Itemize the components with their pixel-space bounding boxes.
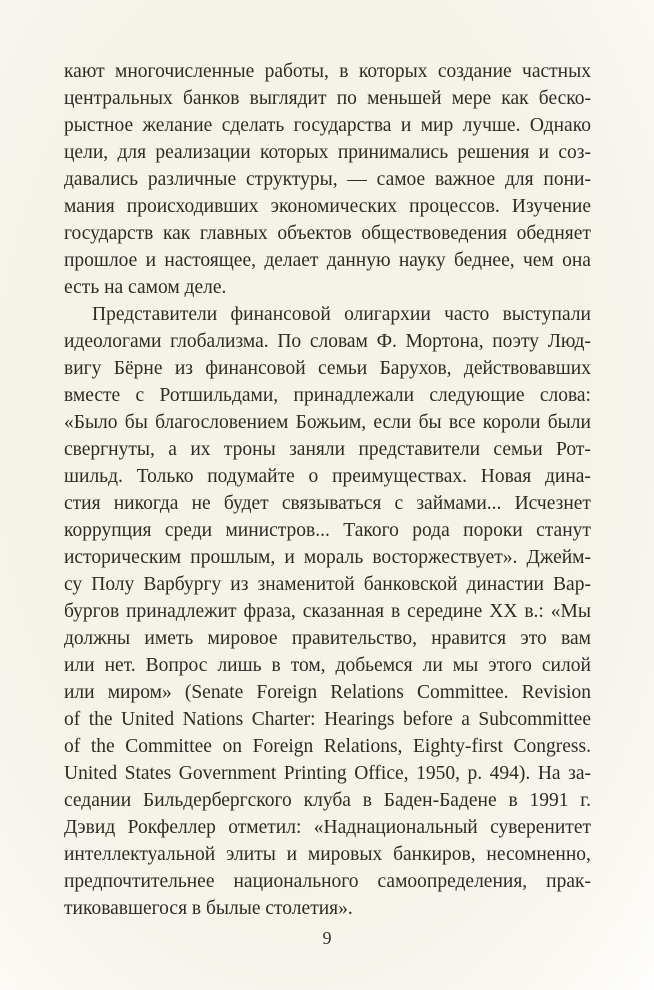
text-line: или нет. Вопрос лишь в том, добьемся ли мы этого силой xyxy=(64,655,591,676)
paragraph xyxy=(64,58,591,301)
text-line: или миром» (Senate Foreign Relations Committee. Revision xyxy=(64,682,591,703)
text-line: Представители финансовой олигархии часто выступали xyxy=(92,304,591,325)
text-line: должны иметь мировое правительство, нравится это вам xyxy=(64,628,591,649)
text-line: кают многочисленные работы, в которых создание частных xyxy=(64,61,591,82)
text-line: интеллектуальной элиты и мировых банкиров, несомненно, xyxy=(64,844,591,865)
text-line: бургов принадлежит фраза, сказанная в середине XX в.: «Мы xyxy=(64,601,591,622)
text-line: United States Government Printing Office, 1950, p. 494). На за- xyxy=(64,763,591,784)
text-line: центральных банков выглядит по меньшей мере как беско- xyxy=(64,88,591,109)
text-line: прошлое и настоящее, делает данную науку беднее, чем она xyxy=(64,250,591,271)
text-line: историческим прошлым, и мораль восторжествует». Джейм- xyxy=(64,547,591,568)
page-text xyxy=(64,58,591,922)
text-line: седании Бильдербергского клуба в Баден-Бадене в 1991 г. xyxy=(64,790,591,811)
text-line: мания происходивших экономических процессов. Изучение xyxy=(64,196,591,217)
text-line: of the United Nations Charter: Hearings before a Subcommittee xyxy=(64,709,591,730)
text-line: «Было бы благословением Божьим, если бы все короли были xyxy=(64,412,591,433)
text-line: вместе с Ротшильдами, принадлежали следующие слова: xyxy=(64,385,591,406)
text-line: вигу Бёрне из финансовой семьи Барухов, действовавших xyxy=(64,358,591,379)
text-line: цели, для реализации которых принимались решения и соз- xyxy=(64,142,591,163)
text-line: давались различные структуры, — самое важное для пони- xyxy=(64,169,591,190)
text-line: шильд. Только подумайте о преимуществах. Новая дина- xyxy=(64,466,591,487)
text-line: свергнуты, а их троны заняли представители семьи Рот- xyxy=(64,439,591,460)
page-number: 9 xyxy=(322,928,332,948)
text-line: есть на самом деле. xyxy=(64,277,227,298)
text-line: Дэвид Рокфеллер отметил: «Наднациональный суверенитет xyxy=(64,817,591,838)
text-line: тиковавшегося в былые столетия». xyxy=(64,898,353,919)
text-line: коррупция среди министров... Такого рода пороки станут xyxy=(64,520,591,541)
text-line: предпочтительнее национального самоопределения, прак- xyxy=(64,871,591,892)
text-line: идеологами глобализма. По словам Ф. Мортона, поэту Люд- xyxy=(64,331,591,352)
text-line: государств как главных объектов обществоведения обедняет xyxy=(64,223,591,244)
text-line: of the Committee on Foreign Relations, Eighty-first Congress. xyxy=(64,736,591,757)
text-line: су Полу Варбургу из знаменитой банковской династии Вар- xyxy=(64,574,591,595)
text-line: стия никогда не будет связываться с займами... Исчезнет xyxy=(64,493,591,514)
text-line: рыстное желание сделать государства и мир лучше. Однако xyxy=(64,115,591,136)
paragraph xyxy=(64,301,591,922)
